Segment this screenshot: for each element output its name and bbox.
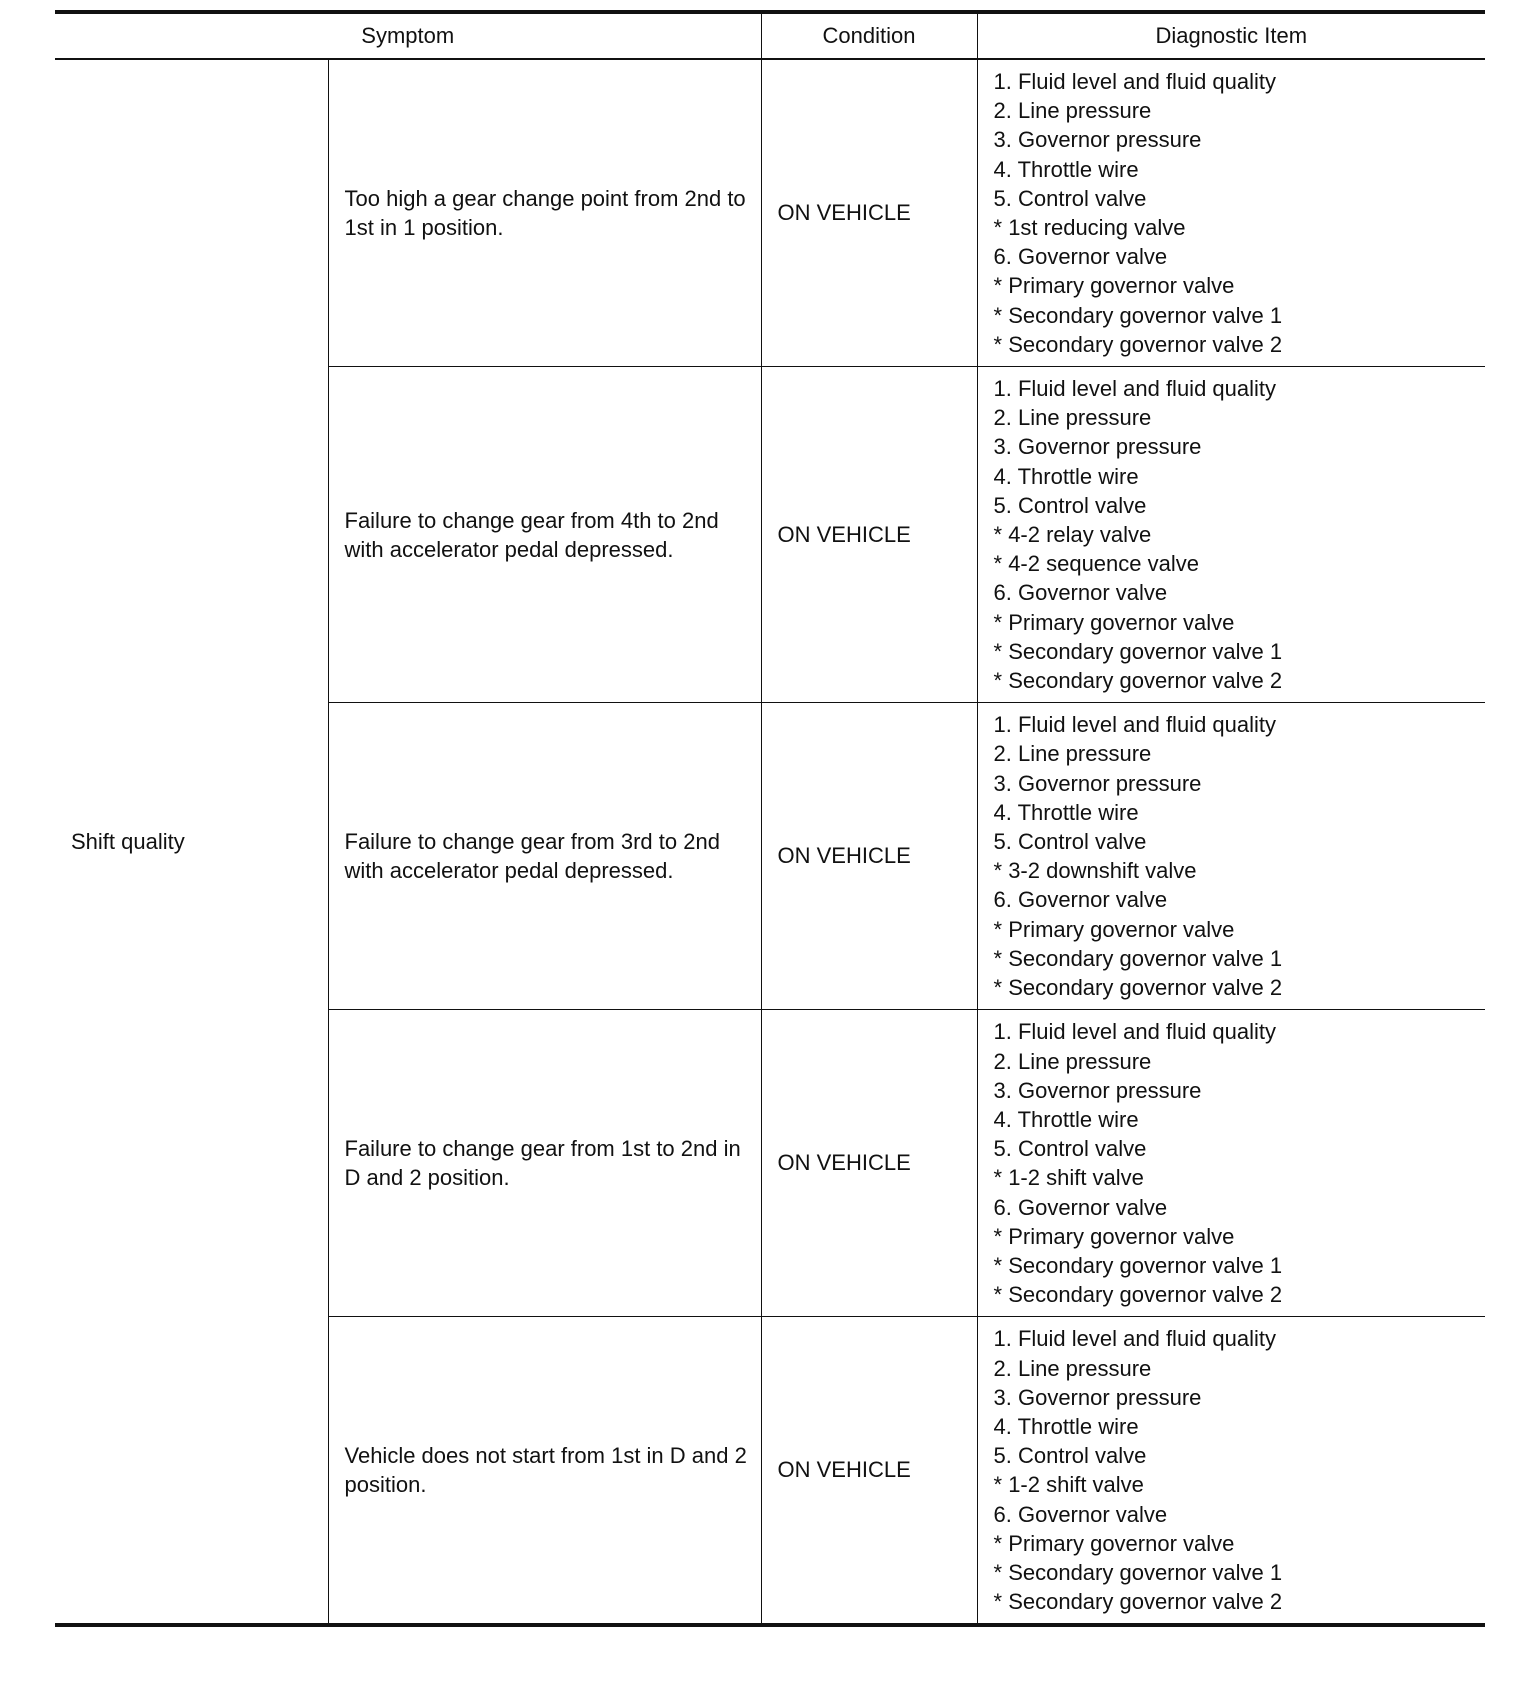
- diagnostic-item: * Secondary governor valve 1: [993, 638, 1283, 664]
- diagnostic-item: * 3-2 downshift valve: [993, 858, 1197, 884]
- diagnostic-item: * Secondary governor valve 2: [993, 331, 1283, 357]
- diagnostic-item: * Primary governor valve: [993, 609, 1235, 635]
- diagnostic-item: * Secondary governor valve 1: [993, 945, 1283, 971]
- symptom-description: Too high a gear change point from 2nd to 1st in 1 position.: [328, 59, 761, 367]
- header-condition: Condition: [761, 12, 977, 59]
- diagnostic-items: [977, 703, 1485, 1010]
- diagnostic-item: 4. Throttle wire: [993, 1106, 1139, 1132]
- diagnostic-item: * Secondary governor valve 2: [993, 975, 1283, 1001]
- diagnostic-item: 3. Governor pressure: [993, 770, 1202, 796]
- condition-cell: ON VEHICLE: [761, 1317, 977, 1626]
- diagnostic-item: 4. Throttle wire: [993, 1413, 1139, 1439]
- table-body: [55, 59, 1485, 1625]
- diagnostic-item: 1. Fluid level and fluid quality: [993, 69, 1277, 94]
- diagnostic-table: [55, 10, 1485, 1627]
- diagnostic-item: 2. Line pressure: [993, 1048, 1152, 1074]
- symptom-description: Failure to change gear from 4th to 2nd with accelerator pedal depressed.: [328, 367, 761, 703]
- diagnostic-item: 6. Governor valve: [993, 887, 1168, 913]
- diagnostic-item: 3. Governor pressure: [993, 127, 1202, 153]
- diagnostic-item: * 1-2 shift valve: [993, 1472, 1144, 1498]
- diagnostic-items: [977, 367, 1485, 703]
- diagnostic-item: 4. Throttle wire: [993, 463, 1139, 489]
- condition-cell: ON VEHICLE: [761, 367, 977, 703]
- diagnostic-item: * Primary governor valve: [993, 1223, 1235, 1249]
- diagnostic-item: 4. Throttle wire: [993, 799, 1139, 825]
- table-row: [55, 59, 1485, 367]
- diagnostic-item: 5. Control valve: [993, 1136, 1147, 1162]
- diagnostic-item: * Secondary governor valve 2: [993, 668, 1283, 694]
- diagnostic-item: 2. Line pressure: [993, 98, 1152, 124]
- diagnostic-item: 2. Line pressure: [993, 1355, 1152, 1381]
- diagnostic-item: 6. Governor valve: [993, 580, 1168, 606]
- diagnostic-table-wrapper: [55, 10, 1485, 1627]
- diagnostic-item: 1. Fluid level and fluid quality: [993, 376, 1277, 402]
- diagnostic-item: 3. Governor pressure: [993, 1384, 1202, 1410]
- condition-cell: ON VEHICLE: [761, 1010, 977, 1317]
- symptom-description: Failure to change gear from 1st to 2nd in D and 2 position.: [328, 1010, 761, 1317]
- condition-cell: ON VEHICLE: [761, 703, 977, 1010]
- diagnostic-item: * Secondary governor valve 1: [993, 302, 1283, 328]
- diagnostic-item: * Secondary governor valve 1: [993, 1252, 1283, 1278]
- diagnostic-item: 6. Governor valve: [993, 1194, 1168, 1220]
- diagnostic-items: [977, 59, 1485, 367]
- diagnostic-item: * 4-2 sequence valve: [993, 551, 1199, 577]
- diagnostic-item: 1. Fluid level and fluid quality: [993, 1326, 1277, 1352]
- diagnostic-item: * 1-2 shift valve: [993, 1165, 1144, 1191]
- diagnostic-item: 3. Governor pressure: [993, 434, 1202, 460]
- diagnostic-item: 6. Governor valve: [993, 244, 1168, 270]
- diagnostic-item: 5. Control valve: [993, 185, 1147, 211]
- diagnostic-item: 5. Control valve: [993, 1443, 1147, 1469]
- symptom-description: Vehicle does not start from 1st in D and 2 position.: [328, 1317, 761, 1626]
- diagnostic-item: 1. Fluid level and fluid quality: [993, 1019, 1277, 1045]
- symptom-description: Failure to change gear from 3rd to 2nd with accelerator pedal depressed.: [328, 703, 761, 1010]
- condition-cell: ON VEHICLE: [761, 59, 977, 367]
- diagnostic-items: [977, 1010, 1485, 1317]
- diagnostic-item: * Primary governor valve: [993, 1530, 1235, 1556]
- diagnostic-item: * 1st reducing valve: [993, 215, 1186, 241]
- diagnostic-item: * Primary governor valve: [993, 273, 1235, 299]
- diagnostic-item: * 4-2 relay valve: [993, 522, 1152, 548]
- diagnostic-item: 1. Fluid level and fluid quality: [993, 712, 1277, 738]
- diagnostic-items: [977, 1317, 1485, 1626]
- header-symptom: Symptom: [55, 12, 761, 59]
- diagnostic-item: 6. Governor valve: [993, 1501, 1168, 1527]
- diagnostic-item: * Primary governor valve: [993, 916, 1235, 942]
- diagnostic-item: 3. Governor pressure: [993, 1077, 1202, 1103]
- diagnostic-item: 4. Throttle wire: [993, 156, 1139, 182]
- diagnostic-item: 5. Control valve: [993, 492, 1147, 518]
- table-header-row: [55, 12, 1485, 59]
- diagnostic-item: 2. Line pressure: [993, 741, 1152, 767]
- diagnostic-item: * Secondary governor valve 2: [993, 1589, 1283, 1615]
- diagnostic-item: 2. Line pressure: [993, 405, 1152, 431]
- header-diagnostic-item: Diagnostic Item: [977, 12, 1485, 59]
- symptom-category: Shift quality: [55, 59, 328, 1625]
- diagnostic-item: 5. Control valve: [993, 829, 1147, 855]
- diagnostic-item: * Secondary governor valve 2: [993, 1282, 1283, 1308]
- diagnostic-item: * Secondary governor valve 1: [993, 1559, 1283, 1585]
